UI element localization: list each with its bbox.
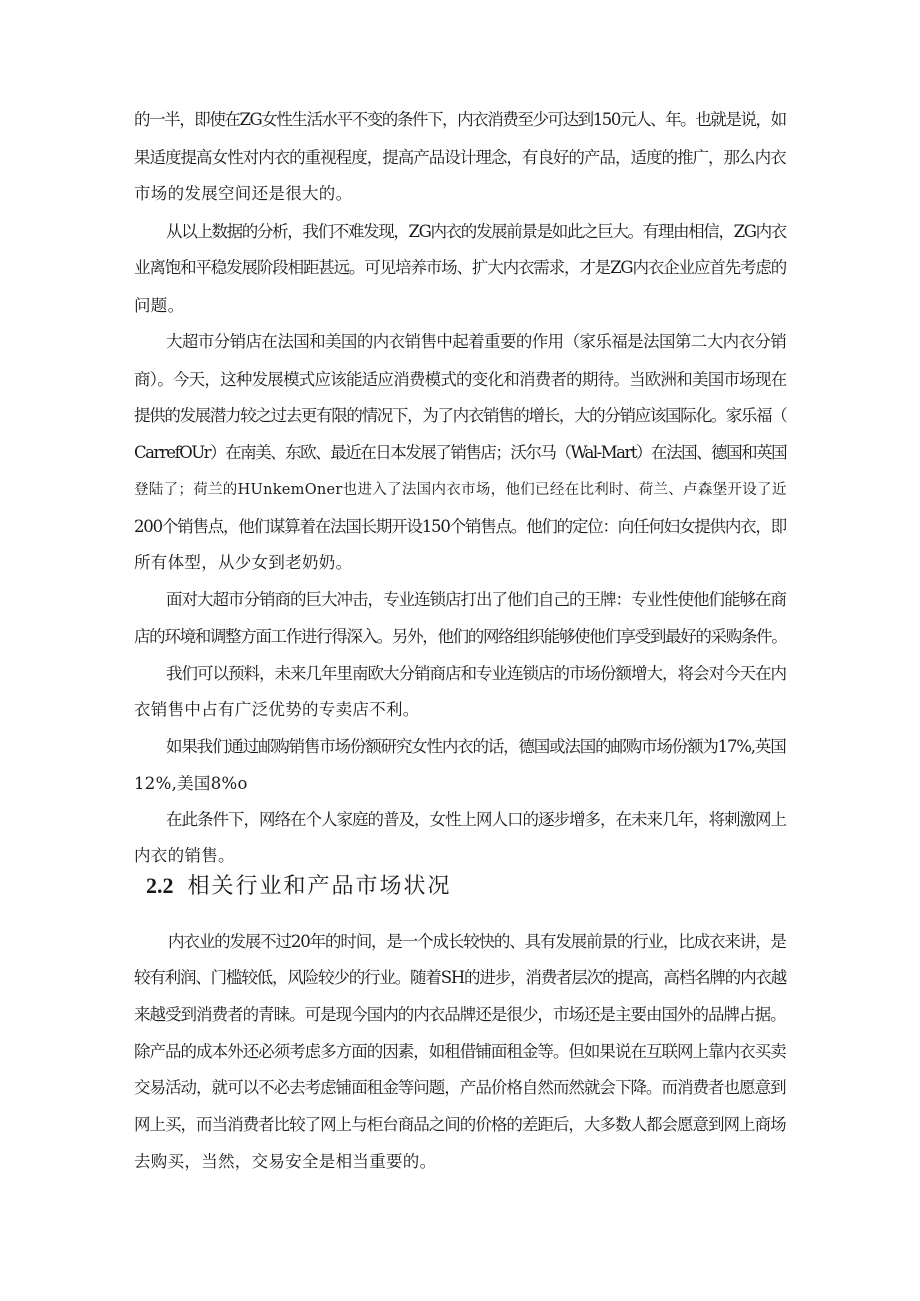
- text-line: 12%,美国8%o: [134, 774, 248, 793]
- text-line: 果适度提高女性对内衣的重视程度，提高产品设计理念，有良好的产品，适度的推广，那么内衣: [134, 148, 786, 167]
- text-line: 来越受到消费者的青睐。可是现今国内的内衣品牌还是很少，市场还是主要由国外的品牌占据。: [134, 1005, 786, 1024]
- text-line: 店的环境和调整方面工作进行得深入。另外，他们的网络组织能够使他们享受到最好的采购条件。: [134, 627, 787, 646]
- text-line: 从以上数据的分析，我们不难发现，ZG内衣的发展前景是如此之巨大。有理由相信，ZG内衣: [166, 222, 786, 241]
- text-line: 所有体型，从少女到老奶奶。: [134, 553, 353, 572]
- text-line: 我们可以预料，未来几年里南欧大分销商店和专业连锁店的市场份额增大，将会对今天在内: [166, 664, 786, 683]
- text-line: 去购买，当然，交易安全是相当重要的。: [134, 1152, 437, 1171]
- text-line: 的一半，即使在ZG女性生活水平不变的条件下，内衣消费至少可达到150元人、年。也就是说，如: [134, 110, 786, 129]
- section-title: 相关行业和产品市场状况: [187, 874, 452, 899]
- text-line: CarrefOUr）在南美、东欧、最近在日本发展了销售店；沃尔马（Wal-Mart）在法国、德国和英国: [134, 443, 787, 462]
- text-line: 业离饱和平稳发展阶段相距甚远。可见培养市场、扩大内衣需求，才是ZG内衣企业应首先考虑的: [134, 258, 787, 277]
- text-line: 如果我们通过邮购销售市场份额研究女性内衣的话，德国或法国的邮购市场份额为17%,英国: [166, 737, 786, 756]
- text-line: 市场的发展空间还是很大的。: [134, 184, 353, 203]
- section-number: 2.2: [146, 873, 174, 898]
- text-line: 问题。: [134, 296, 185, 315]
- text-line: 内衣业的发展不过20年的时间，是一个成长较快的、具有发展前景的行业，比成衣来讲，是: [168, 932, 786, 951]
- text-line: 在此条件下，网络在个人家庭的普及，女性上网人口的逐步增多，在未来几年，将刺激网上: [166, 810, 786, 829]
- text-line: 提供的发展潜力较之过去更有限的情况下，为了内衣销售的增长，大的分销应该国际化。家乐福（: [134, 406, 787, 425]
- text-line: 面对大超市分销商的巨大冲击，专业连锁店打出了他们自己的王牌：专业性使他们能够在商: [166, 590, 786, 609]
- text-line: 交易活动，就可以不必去考虑铺面租金等问题，产品价格自然而然就会下降。而消费者也愿意到: [134, 1078, 786, 1097]
- text-line: 登陆了；荷兰的HUnkemOner也进入了法国内衣市场，他们已经在比利时、荷兰、卢森堡开设了近: [134, 482, 787, 498]
- section-heading: [146, 872, 452, 901]
- text-line: 200个销售点，他们谋算着在法国长期开设150个销售点。他们的定位：向任何妇女提供内衣，即: [134, 517, 786, 536]
- text-line: 网上买，而当消费者比较了网上与柜台商品之间的价格的差距后，大多数人都会愿意到网上商场: [134, 1115, 786, 1134]
- text-line: 除产品的成本外还必须考虑多方面的因素，如租借铺面租金等。但如果说在互联网上靠内衣买卖: [134, 1042, 786, 1061]
- text-line: 商）。今天，这种发展模式应该能适应消费模式的变化和消费者的期待。当欧洲和美国市场现在: [134, 370, 787, 389]
- text-line: 较有利润、门槛较低，风险较少的行业。随着SH的进步，消费者层次的提高，高档名牌的内衣越: [134, 968, 787, 987]
- text-line: 内衣的销售。: [134, 846, 235, 865]
- text-line: 大超市分销店在法国和美国的内衣销售中起着重要的作用（家乐福是法国第二大内衣分销: [166, 332, 787, 351]
- text-line: 衣销售中占有广泛优势的专卖店不利。: [134, 700, 420, 719]
